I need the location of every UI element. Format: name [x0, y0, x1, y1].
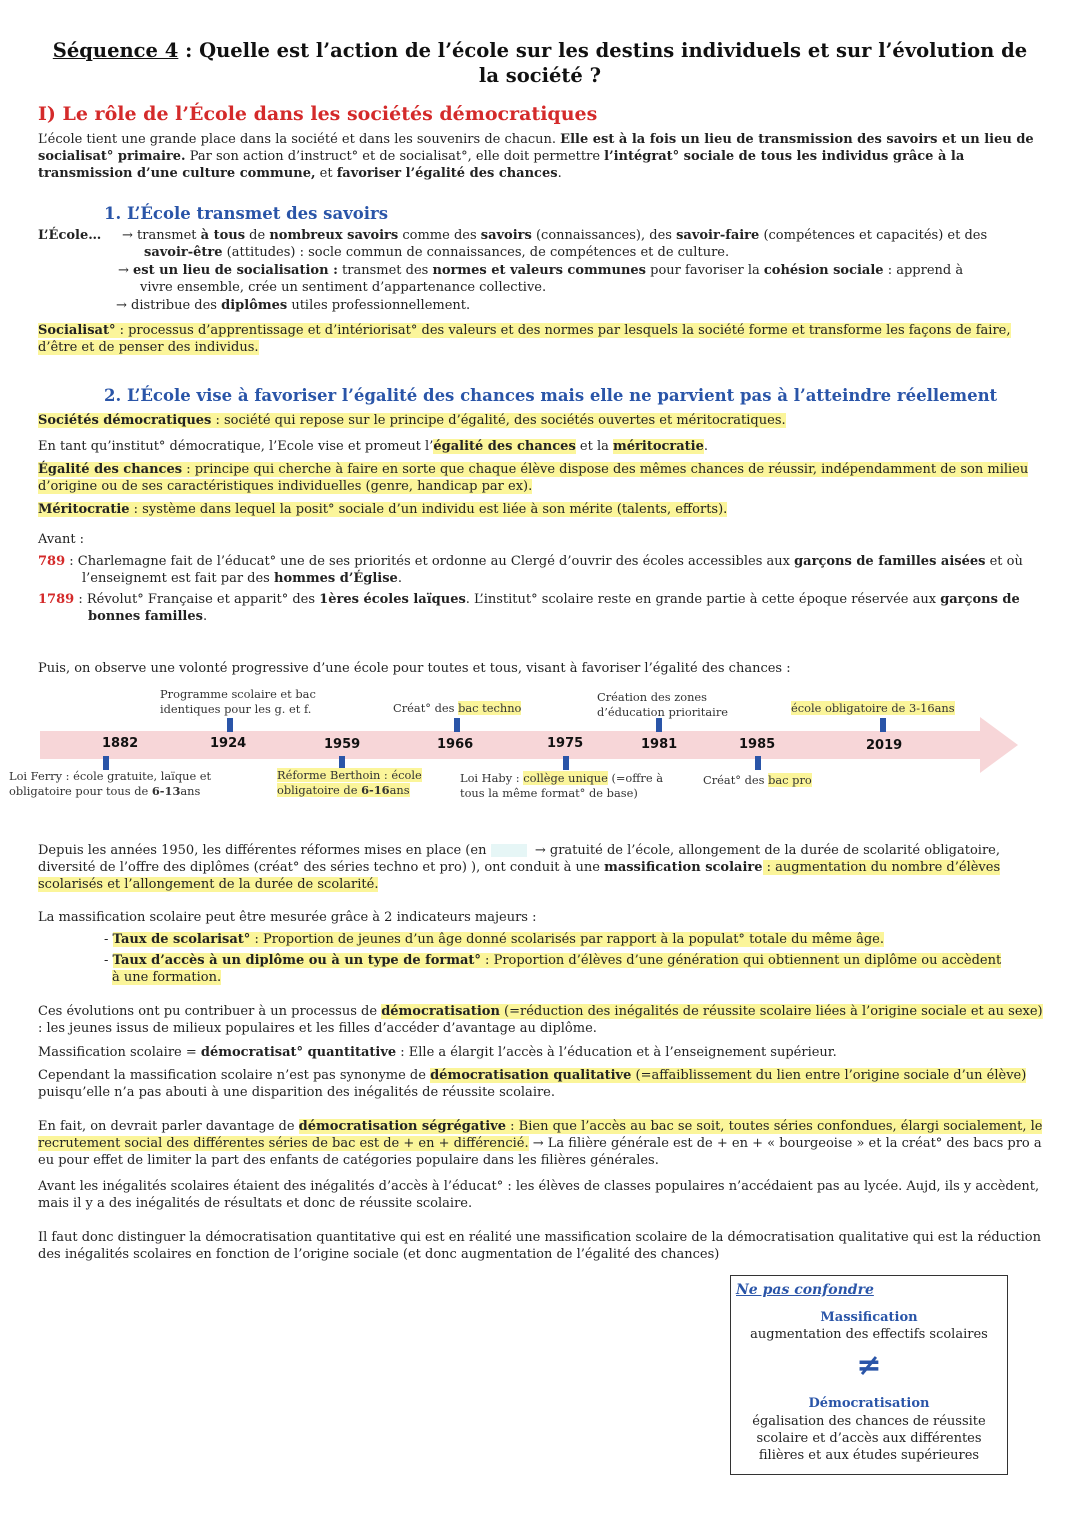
- box-term-democratisation: Démocratisation: [808, 1396, 930, 1411]
- paragraph-conclusion: Il faut donc distinguer la démocratisation quantitative qui est en réalité une massification scolaire de la démocratisation qualitative qui est la réduction des inégalités scolaires en fonction de l’origine sociale (et donc augmentation de l’égalité des chances): [38, 1230, 1041, 1262]
- sequence-label: Séquence 4: [52, 39, 179, 62]
- ne-pas-confondre-box: [730, 1275, 1008, 1475]
- paragraph-qualitative: Cependant la massification scolaire n’est pas synonyme de démocratisation qualitative (=affaiblissement du lien entre l’origine sociale d’un élève) puisqu’elle n’a pas abouti à une disparition des inégalités de réussite scolaire.: [38, 1068, 1027, 1100]
- socialisation-list-item: → est un lieu de socialisation : transmet des normes et valeurs communes pour favoriser la cohésion sociale : apprend à: [118, 263, 964, 278]
- timeline-event-1924: Programme scolaire et bac identiques pour les g. et f.: [160, 687, 316, 716]
- timeline-tick: [755, 756, 761, 770]
- transmet-list-item-cont: savoir-être (attitudes) : socle commun de connaissances, de compétences et de culture.: [144, 245, 730, 260]
- paragraph-puis: Puis, on observe une volonté progressive d’une école pour toutes et tous, visant à favoriser l’égalité des chances :: [38, 661, 791, 676]
- timeline-event-1882: Loi Ferry : école gratuite, laïque et obligatoire pour tous de 6-13ans: [9, 769, 212, 798]
- timeline-year: 1981: [641, 737, 678, 752]
- timeline-year: 1959: [324, 737, 361, 752]
- timeline-event-1985: Créat° des bac pro: [703, 773, 812, 787]
- transmet-list-item: → transmet à tous de nombreux savoirs comme des savoirs (connaissances), des savoir-faire (compétences et capacités) et des: [122, 228, 988, 243]
- timeline-year: 1882: [102, 736, 139, 751]
- timeline-event-1975: Loi Haby : collège unique (=offre à tous la même format° de base): [460, 771, 663, 800]
- paragraph-massification: Depuis les années 1950, les différentes réformes mises en place (en → gratuité de l’école, allongement de la durée de scolarité obligatoire, diversité de l’offre des diplômes (créat° des séries techno et pro) ), ont conduit à une massification scolaire : augmentation du nombre d’élèves scolarisés et l’allongement de la durée de scolarité.: [38, 843, 1001, 892]
- definition-egalite: Égalité des chances : principe qui cherche à faire en sorte que chaque élève dispose des mêmes chances de réussir, indépendamment de son milieu d’origine ou de ses caractéristiques individuelles (genre, handicap par ex).: [38, 462, 1029, 494]
- timeline-year: 2019: [866, 738, 903, 753]
- timeline-tick: [454, 718, 460, 732]
- ecole-lead: L’École…: [38, 228, 102, 243]
- diplomes-list-item: → distribue des diplômes utiles professionnellement.: [116, 298, 471, 313]
- definition-socialisation: Socialisat° : processus d’apprentissage et d’intériorisat° des valeurs et des normes par lesquels la société forme et transforme les façons de faire, d’être et de penser des individus.: [38, 323, 1011, 355]
- timeline-event-1981: Création des zones d’éducation prioritaire: [597, 690, 729, 719]
- box-def-democratisation: égalisation des chances de réussite scolaire et d’accès aux différentes filières et aux études supérieures: [752, 1414, 986, 1463]
- intro-paragraph: L’école tient une grande place dans la société et dans les souvenirs de chacun. Elle est à la fois un lieu de transmission des savoirs et un lieu de socialisat° primaire. Par son action d’instruct° et de socialisat°, elle doit permettre l’intégrat° sociale de tous les individus grâce à la transmission d’une culture commune, et favoriser l’égalité des chances.: [38, 132, 1034, 181]
- box-term-massification: Massification: [820, 1310, 918, 1325]
- definition-meritocratie: Méritocratie : système dans lequel la posit° sociale d’un individu est liée à son mérite (talents, efforts).: [38, 502, 728, 517]
- paragraph-indicateurs: La massification scolaire peut être mesurée grâce à 2 indicateurs majeurs :: [38, 910, 537, 925]
- paragraph-institution: En tant qu’institut° démocratique, l’Ecole vise et promeut l’égalité des chances et la méritocratie.: [38, 439, 709, 454]
- definition-societes: Sociétés démocratiques : société qui repose sur le principe d’égalité, des sociétés ouvertes et méritocratiques.: [38, 413, 786, 428]
- history-1789: 1789 : Révolut° Française et apparit° des 1ères écoles laïques. L’institut° scolaire reste en grande partie à cette époque réservée aux garçons de bonnes familles.: [38, 592, 1020, 624]
- timeline-event-2019: école obligatoire de 3-16ans: [791, 701, 955, 715]
- history-789: 789 : Charlemagne fait de l’éducat° une de ses priorités et ordonne au Clergé d’ouvrir des écoles accessibles aux garçons de familles aisées et où l’enseignemt est fait par des hommes d’Église.: [38, 554, 1023, 586]
- timeline-tick: [227, 718, 233, 732]
- paragraph-democratisation: Ces évolutions ont pu contribuer à un processus de démocratisation (=réduction des inégalités de réussite scolaire liées à l’origine sociale et au sexe) : les jeunes issus de milieux populaires et les filles d’accéder d’avantage au diplôme.: [38, 1004, 1043, 1036]
- timeline-tick: [103, 756, 109, 770]
- timeline-tick: [563, 756, 569, 770]
- timeline-year: 1975: [547, 736, 584, 751]
- timeline-arrow-icon: [980, 717, 1018, 773]
- socialisation-list-item-cont: vivre ensemble, crée un sentiment d’appartenance collective.: [140, 280, 547, 295]
- timeline-tick: [656, 718, 662, 732]
- timeline-year: 1966: [437, 737, 474, 752]
- page-title: Séquence 4 : Quelle est l’action de l’école sur les destins individuels et sur l’évolution de la société ?: [52, 39, 1028, 87]
- timeline-year: 1924: [210, 736, 247, 751]
- subheading-2: 2. L’École vise à favoriser l’égalité des chances mais elle ne parvient pas à l’atteindre réellement: [104, 386, 998, 405]
- avant-label: Avant :: [38, 532, 85, 547]
- indicator-1: - Taux de scolarisat° : Proportion de jeunes d’un âge donné scolarisés par rapport à la populat° totale du même âge.: [104, 932, 884, 947]
- timeline-tick: [880, 718, 886, 732]
- timeline-year: 1985: [739, 737, 776, 752]
- indicator-2: - Taux d’accès à un diplôme ou à un type de format° : Proportion d’élèves d’une génération qui obtiennent un diplôme ou accèdent à une formation.: [104, 953, 1002, 985]
- timeline-event-1966: Créat° des bac techno: [393, 701, 522, 715]
- timeline-bar: [40, 731, 980, 759]
- box-title: Ne pas confondre: [736, 1282, 874, 1298]
- paragraph-quantitative: Massification scolaire = démocratisat° quantitative : Elle a élargit l’accès à l’éducation et à l’enseignement supérieur.: [38, 1045, 837, 1060]
- not-equal-icon: ≠: [856, 1348, 882, 1383]
- paragraph-avant-inegalites: Avant les inégalités scolaires étaient des inégalités d’accès à l’éducat° : les élèves de classes populaires n’accédaient pas au lycée. Aujd, ils y accèdent, mais il y a des inégalités de résultats et donc de réussite scolaire.: [38, 1179, 1040, 1211]
- section-heading: I) Le rôle de l’École dans les sociétés démocratiques: [38, 103, 598, 125]
- box-def-massification: augmentation des effectifs scolaires: [750, 1327, 988, 1342]
- paragraph-segregative: En fait, on devrait parler davantage de démocratisation ségrégative : Bien que l’accès au bac se soit, toutes séries confondues, élargi socialement, le recrutement social des différentes séries de bac est de + en + différencié. → La filière générale est de + en + « bourgeoise » et la créat° des bacs pro a eu pour effet de limiter la part des enfants de catégories populaire dans les filières générales.: [38, 1119, 1043, 1168]
- subheading-1: 1. L’École transmet des savoirs: [104, 204, 389, 223]
- timeline-event-1959: Réforme Berthoin : école obligatoire de 6-16ans: [277, 768, 422, 797]
- blank-highlight: [491, 844, 527, 857]
